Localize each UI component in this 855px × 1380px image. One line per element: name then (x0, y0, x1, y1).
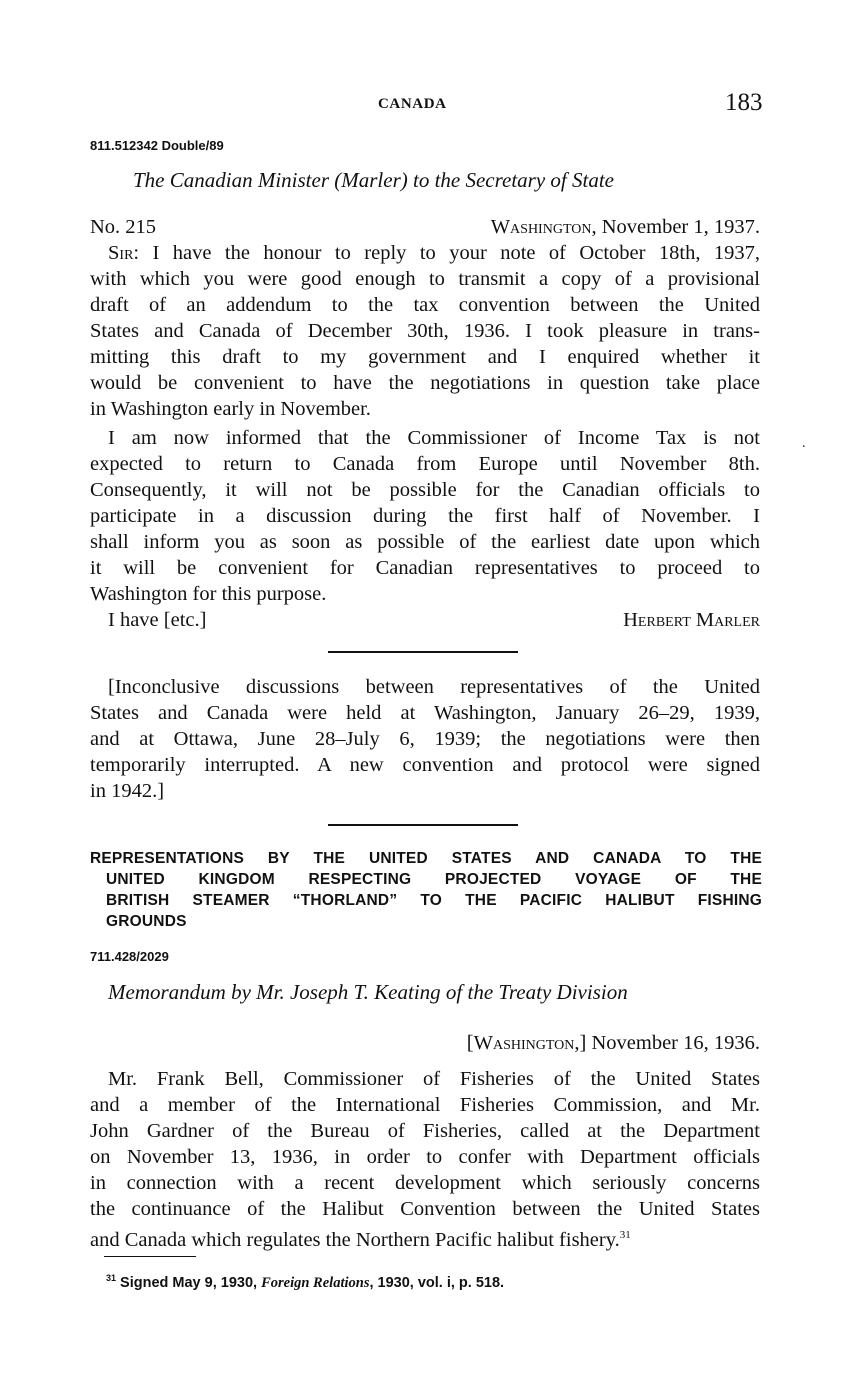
paragraph-line: on November 13, 1936, in order to confer with Department officials (90, 1146, 760, 1168)
paragraph-line: with which you were good enough to transmit a copy of a provisional (90, 268, 760, 290)
date-2: November 16, 1936. (586, 1032, 760, 1054)
paragraph-line: it will be convenient for Canadian representatives to proceed to (90, 557, 760, 579)
paragraph-line: in Washington early in November. (90, 398, 371, 420)
document-title-1: The Canadian Minister (Marler) to the Secretary of State (133, 168, 614, 192)
editorial-note-line: [Inconclusive discussions between representatives of the United (108, 676, 760, 698)
section-divider (328, 824, 518, 826)
editorial-note-line: States and Canada were held at Washington, January 26–29, 1939, (90, 702, 760, 724)
paragraph-line: and Canada which regulates the Northern Pacific halibut fishery.$^{31}$ (90, 1229, 631, 1251)
file-number-2: 711.428/2029 (90, 949, 169, 964)
salutation: Sir: (108, 242, 140, 264)
section-heading-line: GROUNDS (106, 913, 187, 930)
paragraph-line: participate in a discussion during the first half of November. I (90, 505, 760, 527)
document-number: No. 215 (90, 216, 157, 238)
paragraph-line: Mr. Frank Bell, Commissioner of Fisheries of the United States (108, 1068, 760, 1090)
margin-mark: . (802, 436, 806, 451)
paragraph-line: in connection with a recent development which seriously concerns (90, 1172, 760, 1194)
page-number: 183 (725, 89, 763, 116)
editorial-note-line: in 1942.] (90, 780, 165, 802)
paragraph-line: the continuance of the Halibut Convention between the United States (90, 1198, 760, 1220)
paragraph-line: draft of an addendum to the tax convention between the United (90, 294, 760, 316)
running-header (0, 89, 855, 122)
editorial-note-line: and at Ottawa, June 28–July 6, 1939; the negotiations were then (90, 728, 760, 750)
file-number-1: 811.512342 Double/89 (90, 138, 224, 153)
paragraph-line: mitting this draft to my government and I enquired whether it (90, 346, 760, 368)
section-divider (328, 651, 518, 653)
section-heading-line: BRITISH STEAMER “THORLAND” TO THE PACIFIC HALIBUT FISHING (106, 892, 762, 909)
paragraph-line: Washington for this purpose. (90, 583, 327, 605)
paragraph-line: would be convenient to have the negotiations in question take place (90, 372, 760, 394)
section-heading-line: REPRESENTATIONS BY THE UNITED STATES AND CANADA TO THE (90, 850, 762, 867)
footnote-rule (104, 1256, 196, 1257)
dateline-2 (90, 1030, 760, 1056)
document-title-2: Memorandum by Mr. Joseph T. Keating of the Treaty Division (108, 980, 628, 1004)
paragraph-line: shall inform you as soon as possible of the earliest date upon which (90, 531, 760, 553)
closing: I have [etc.] (108, 609, 207, 631)
section-heading-line: UNITED KINGDOM RESPECTING PROJECTED VOYAGE OF THE (106, 871, 762, 888)
paragraph-line: John Gardner of the Bureau of Fisheries, called at the Department (90, 1120, 760, 1142)
place-date-1 (491, 214, 760, 240)
place-2: [Washington,] (466, 1032, 587, 1054)
footnote: $^{31}$ Signed May 9, 1930, Foreign Relations, 1930, vol. i, p. 518. (106, 1273, 505, 1291)
running-title: CANADA (378, 96, 447, 112)
dateline-1 (90, 214, 760, 240)
footnote-number: 31 (106, 1273, 117, 1283)
footnote-italic: Foreign Relations (261, 1275, 370, 1291)
paragraph-line: Consequently, it will not be possible for the Canadian officials to (90, 479, 760, 501)
closing-line (108, 607, 760, 633)
date-1: , November 1, 1937. (591, 216, 760, 238)
paragraph-line: and a member of the International Fisheries Commission, and Mr. (90, 1094, 760, 1116)
paragraph-line: I am now informed that the Commissioner of Income Tax is not (108, 427, 760, 449)
paragraph-line: expected to return to Canada from Europe until November 8th. (90, 453, 760, 475)
place-1: Washington (490, 216, 592, 238)
signature: Herbert Marler (623, 609, 760, 631)
editorial-note-line: temporarily interrupted. A new convention and protocol were signed (90, 754, 760, 776)
paragraph-line: Sir: I have the honour to reply to your note of October 18th, 1937, (108, 242, 761, 264)
footnote-reference[interactable]: 31 (619, 1229, 631, 1241)
paragraph-line: States and Canada of December 30th, 1936. I took pleasure in trans- (90, 320, 760, 342)
